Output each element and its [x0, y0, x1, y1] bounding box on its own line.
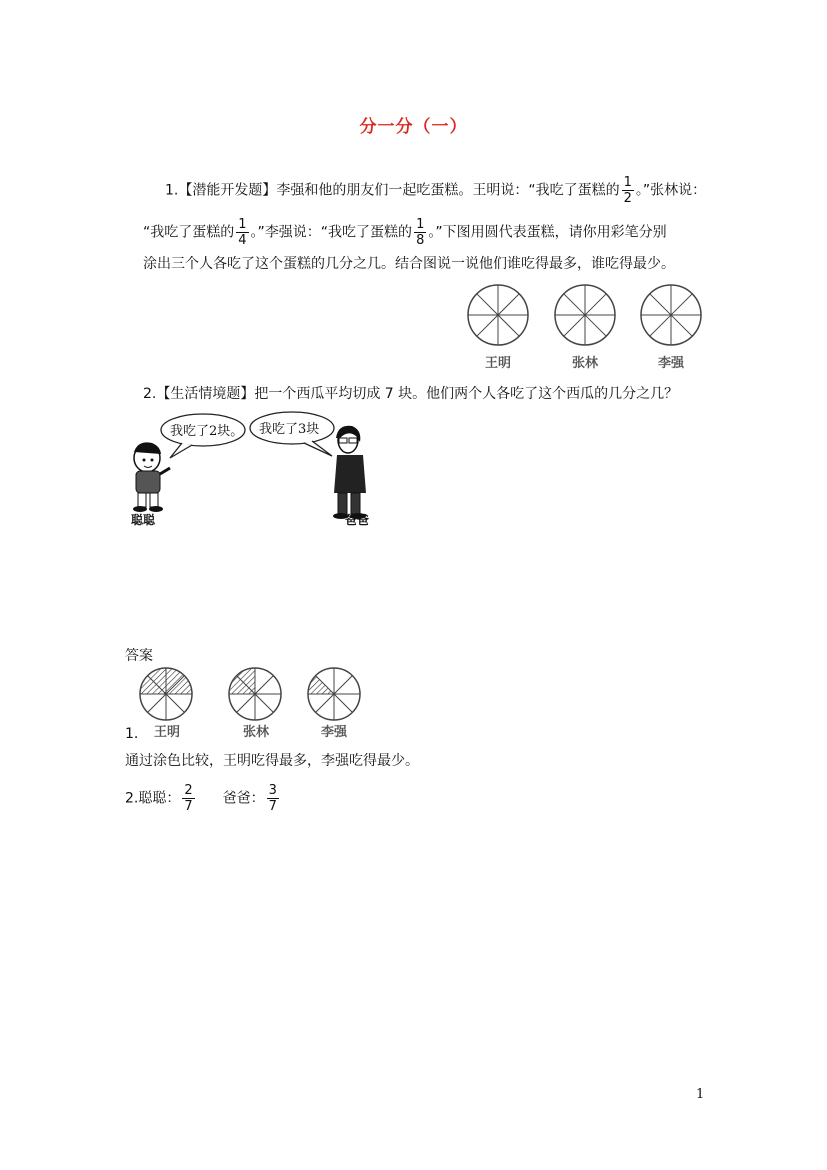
dad-figure [333, 426, 366, 519]
answer-circle-liqiang [308, 668, 360, 720]
answer-label-liqiang: 李强 [320, 725, 347, 740]
answer-label-wangming: 王明 [153, 725, 180, 740]
q1-line2-b: 。”李强说：“我吃了蛋糕的 [250, 224, 413, 241]
q2-text: 2.【生活情境题】把一个西瓜平均切成 7 块。他们两个人各吃了这个西瓜的几分之几？ [143, 386, 679, 402]
circle-label-zhanglin: 张林 [571, 356, 598, 371]
answer-item1-number: 1. [125, 726, 139, 742]
q1-fraction-eighth: $\frac{1}{8}$ [416, 217, 425, 248]
name-label-baba: 爸爸 [345, 513, 370, 527]
q1-line3: 涂出三个人各吃了这个蛋糕的几分之几。结合图说一说他们谁吃得最多，谁吃得最少。 [143, 256, 675, 272]
answer-fraction-baba: $\frac{3}{7}$ [268, 783, 277, 814]
cake-circle-zhanglin [555, 285, 615, 345]
boy-figure [133, 442, 170, 512]
q1-mid1: 。”张林说： [635, 182, 707, 199]
speech-text-right: 我吃了3块 [259, 422, 320, 437]
q1-line2 [143, 218, 667, 247]
page-number: 1 [696, 1087, 705, 1102]
answer-label-zhanglin: 张林 [242, 725, 269, 740]
q1-fraction-quarter: $\frac{1}{4}$ [238, 217, 247, 248]
answer-circle-wangming [140, 668, 192, 720]
q1-prefix: 1.【潜能开发题】李强和他的朋友们一起吃蛋糕。王明说：“我吃了蛋糕的 [165, 182, 620, 199]
answer-fraction-congcong: $\frac{2}{7}$ [184, 783, 193, 814]
answer-circle-zhanglin [229, 668, 281, 720]
q1-fraction-half: $\frac{1}{2}$ [623, 175, 632, 206]
cake-circle-wangming [468, 285, 528, 345]
circle-label-wangming: 王明 [484, 356, 511, 371]
answer-item2 [125, 784, 281, 813]
cake-circle-liqiang [641, 285, 701, 345]
q1-line1 [165, 176, 706, 205]
q1-line2-c: 。”下图用圆代表蛋糕，请你用彩笔分别 [428, 224, 667, 241]
answer-item2-prefix: 2.聪聪： [125, 790, 181, 807]
speech-text-left: 我吃了2块。 [170, 424, 244, 439]
answer-item1-text: 通过涂色比较，王明吃得最多，李强吃得最少。 [125, 753, 419, 769]
page-title: 分一分（一） [359, 117, 468, 137]
answer-circles [130, 665, 370, 725]
name-label-congcong: 聪聪 [131, 513, 156, 527]
answer-item2-mid: 爸爸： [222, 790, 265, 807]
answer-heading: 答案 [125, 648, 153, 664]
q1-line2-a: “我吃了蛋糕的 [143, 224, 235, 241]
circle-label-liqiang: 李强 [657, 356, 684, 371]
